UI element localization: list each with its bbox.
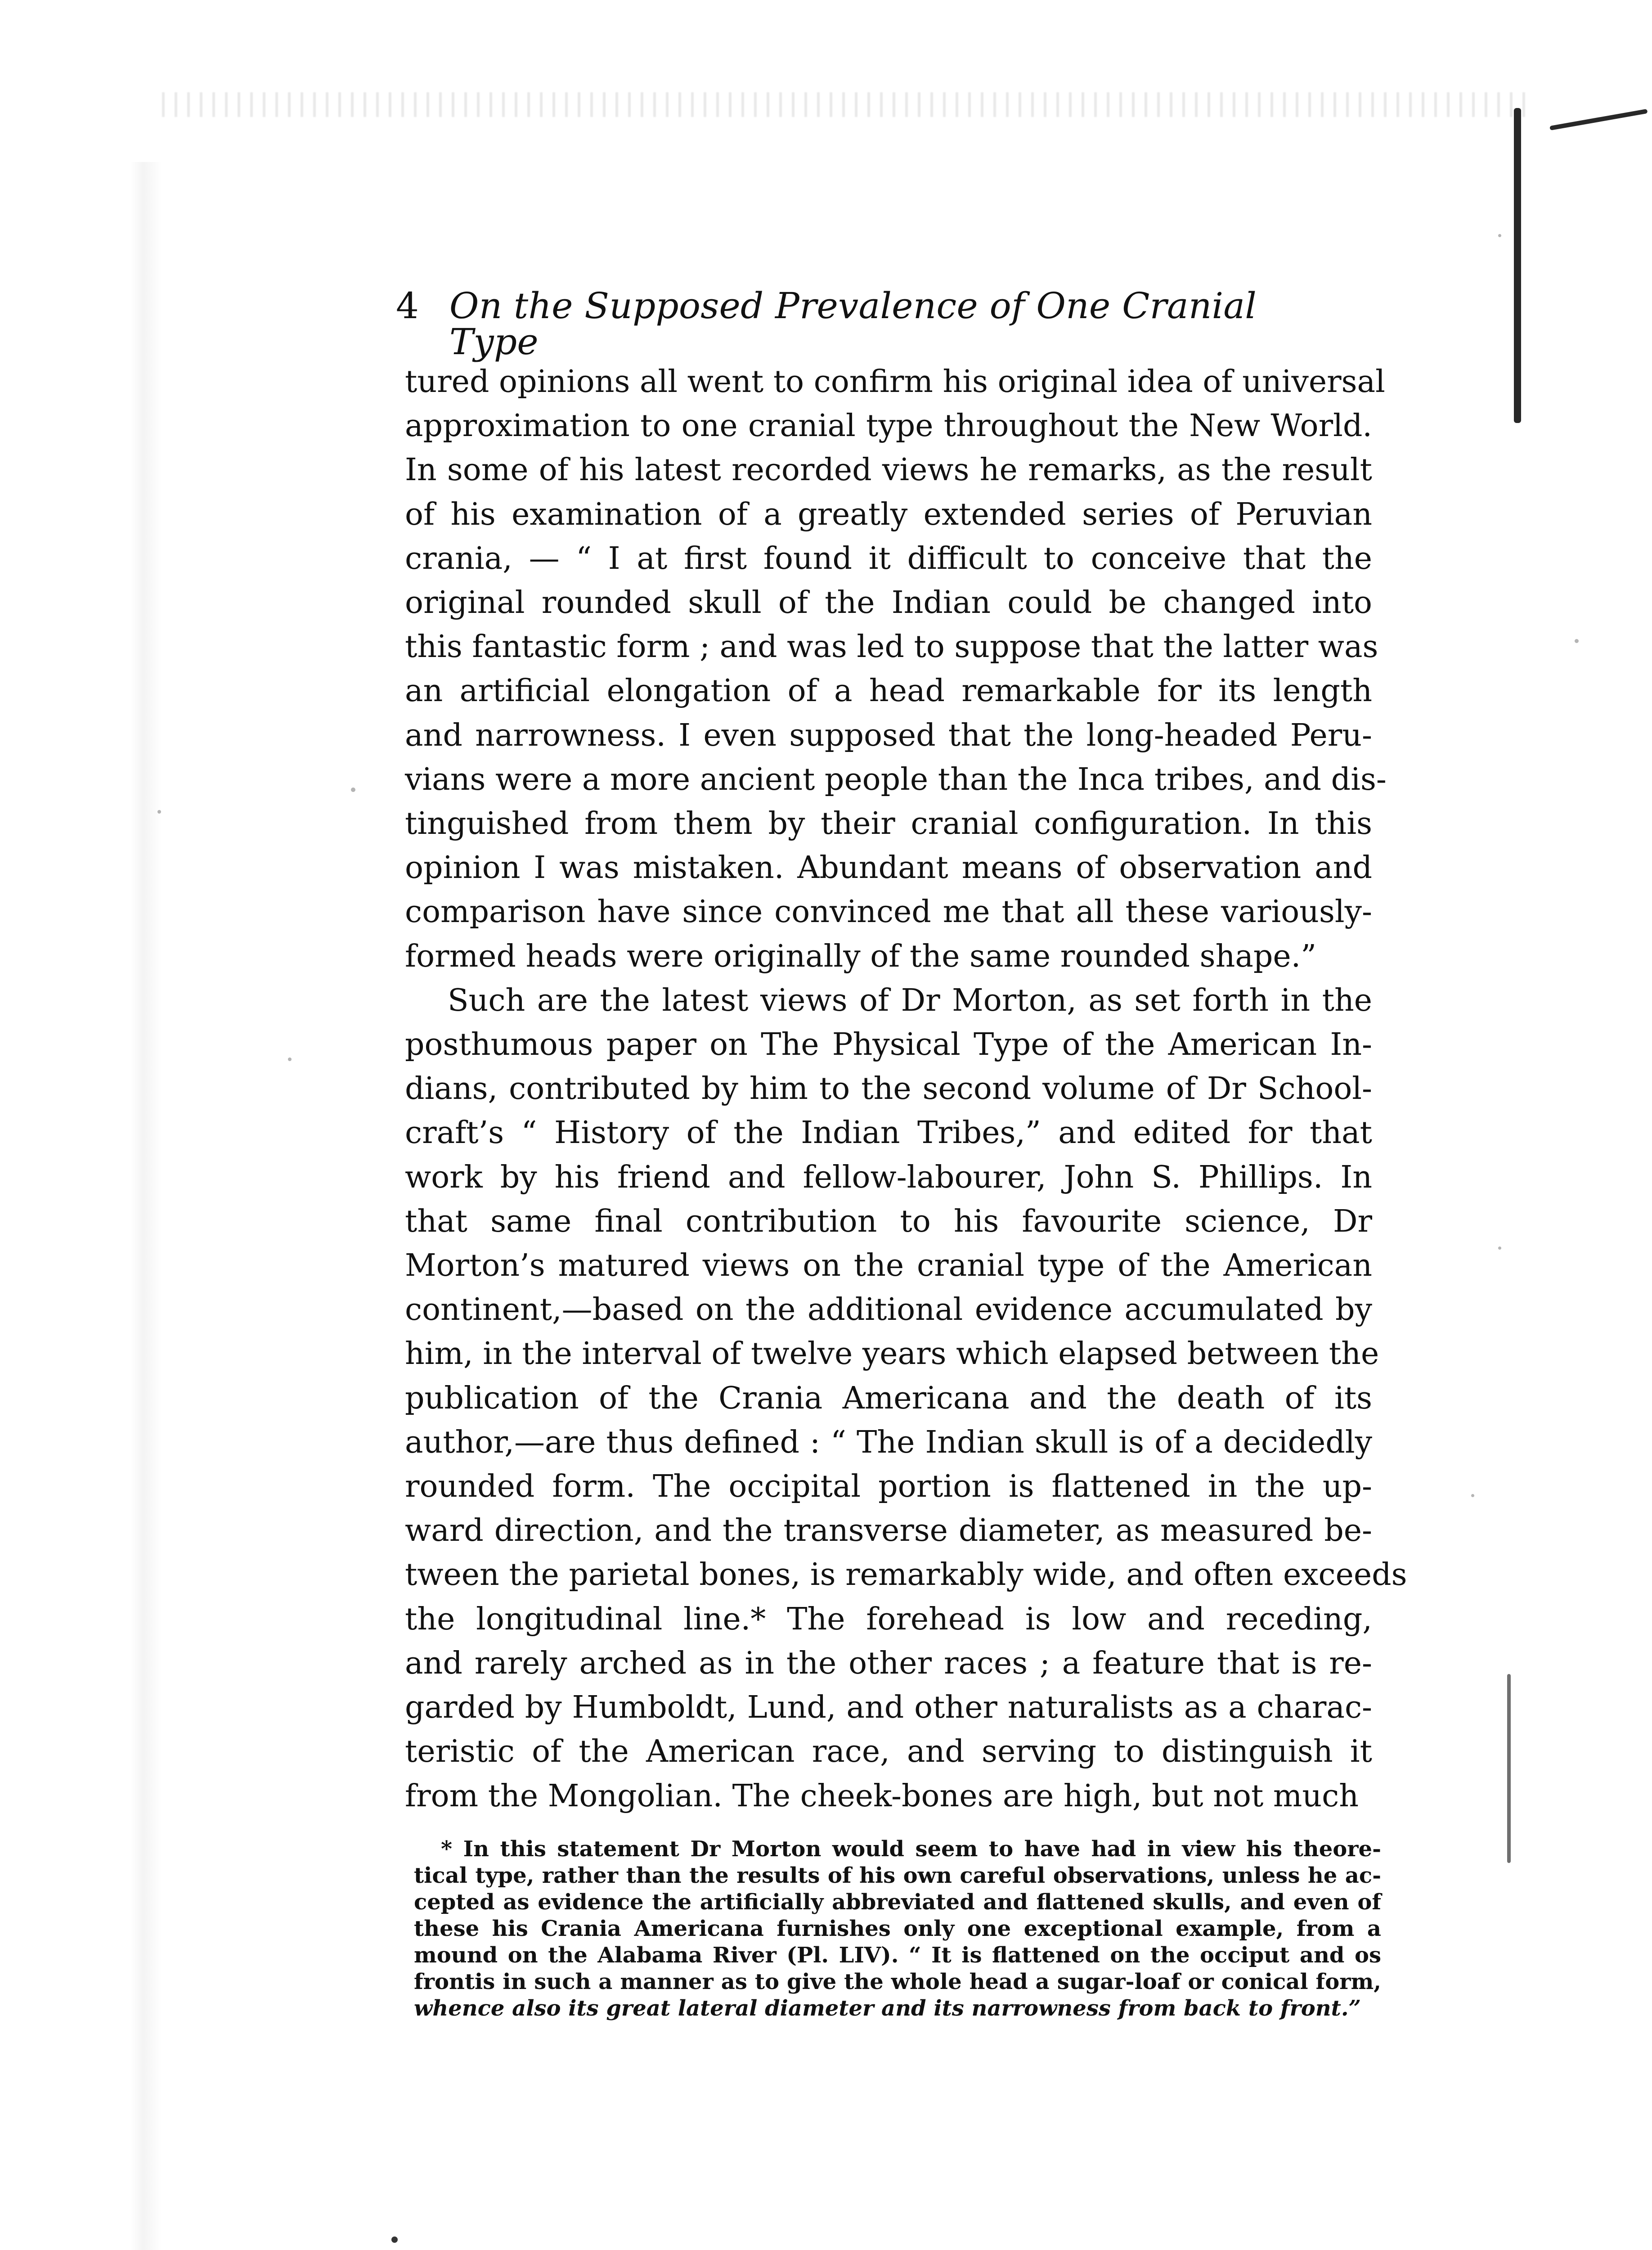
main-text [405,360,1407,1818]
text-line: tinguished from them by their cranial configuration. In this [405,806,1372,842]
text-line: work by his friend and fellow-labourer, John S. Phillips. In [405,1159,1372,1195]
footnote-line: tical type, rather than the results of his own careful observations, unless he ac- [414,1863,1381,1888]
footnote [414,1836,1381,2022]
text-line: crania, — “ I at first found it difficult to conceive that the [405,540,1372,576]
text-line: tured opinions all went to confirm his original idea of universal [405,364,1385,400]
text-line: opinion I was mistaken. Abundant means of observation and [405,850,1372,886]
text-line: of his examination of a greatly extended series of Peruvian [405,496,1372,532]
text-line: and narrowness. I even supposed that the long-headed Peru- [405,717,1372,753]
scan-speck [351,788,355,792]
scan-speck [157,810,161,814]
footnote-line: frontis in such a manner as to give the whole head a sugar-loaf or conical form, [414,1969,1381,1994]
footnote-line: whence also its great lateral diameter and its narrowness from back to front.” [414,1996,1361,2021]
text-line: from the Mongolian. The cheek-bones are high, but not much [405,1778,1359,1814]
text-line: ward direction, and the transverse diameter, as measured be- [405,1513,1372,1549]
text-line: posthumous paper on The Physical Type of the American In- [405,1027,1372,1063]
text-line: garded by Humboldt, Lund, and other naturalists as a charac- [405,1690,1372,1726]
scan-speck [1471,1494,1474,1497]
text-line: comparison have since convinced me that all these variously- [405,894,1372,930]
text-line: approximation to one cranial type throughout the New World. [405,408,1372,444]
footnote-line: * In this statement Dr Morton would seem to have had in view his theore- [441,1836,1381,1862]
scan-left-edge-shadow [130,162,162,2250]
text-line: and rarely arched as in the other races ; a feature that is re- [405,1645,1372,1681]
text-line: Morton’s matured views on the cranial type of the American [405,1248,1372,1284]
text-line: continent,—based on the additional evidence accumulated by [405,1292,1372,1328]
scan-speck [1498,234,1501,237]
scan-right-edge-artifact-lower [1507,1674,1511,1863]
text-line: publication of the Crania Americana and the death of its [405,1380,1372,1416]
footnote-line: cepted as evidence the artificially abbreviated and flattened skulls, and even of [414,1890,1381,1915]
text-line: teristic of the American race, and serving to distinguish it [405,1734,1372,1770]
scan-top-right-dash [1549,109,1648,130]
text-line: tween the parietal bones, is remarkably wide, and often exceeds [405,1557,1407,1593]
text-line-paragraph-start: Such are the latest views of Dr Morton, as set forth in the [448,982,1372,1018]
text-line: the longitudinal line.* The forehead is low and receding, [405,1601,1372,1637]
scan-top-edge-noise [162,92,1534,117]
text-line: rounded form. The occipital portion is flattened in the up- [405,1469,1372,1505]
running-head [396,285,1296,363]
page-number: 4 [396,285,419,327]
scan-speck [1575,639,1579,643]
text-line: In some of his latest recorded views he remarks, as the result [405,452,1372,488]
text-line: original rounded skull of the Indian could be changed into [405,585,1372,621]
text-line: an artificial elongation of a head remarkable for its length [405,673,1372,709]
scan-bottom-dot [391,2236,398,2243]
scan-speck [288,1058,292,1061]
text-line: him, in the interval of twelve years which elapsed between the [405,1336,1379,1372]
text-line: dians, contributed by him to the second volume of Dr School- [405,1071,1372,1107]
scan-speck [1498,1246,1501,1250]
footnote-line: mound on the Alabama River (Pl. LIV). “ It is flattened on the occiput and os [414,1943,1381,1968]
scan-right-edge-artifact [1514,108,1521,423]
running-title: On the Supposed Prevalence of One Cranial Type [449,285,1257,363]
text-line: formed heads were originally of the same rounded shape.” [405,938,1317,974]
text-line: that same final contribution to his favourite science, Dr [405,1203,1372,1239]
text-line: craft’s “ History of the Indian Tribes,” and edited for that [405,1115,1372,1151]
text-line: vians were a more ancient people than the Inca tribes, and dis- [405,761,1387,797]
text-line: this fantastic form ; and was led to suppose that the latter was [405,629,1378,665]
footnote-line: these his Crania Americana furnishes only one exceptional example, from a [414,1916,1381,1941]
text-line: author,—are thus defined : “ The Indian skull is of a decidedly [405,1424,1372,1460]
